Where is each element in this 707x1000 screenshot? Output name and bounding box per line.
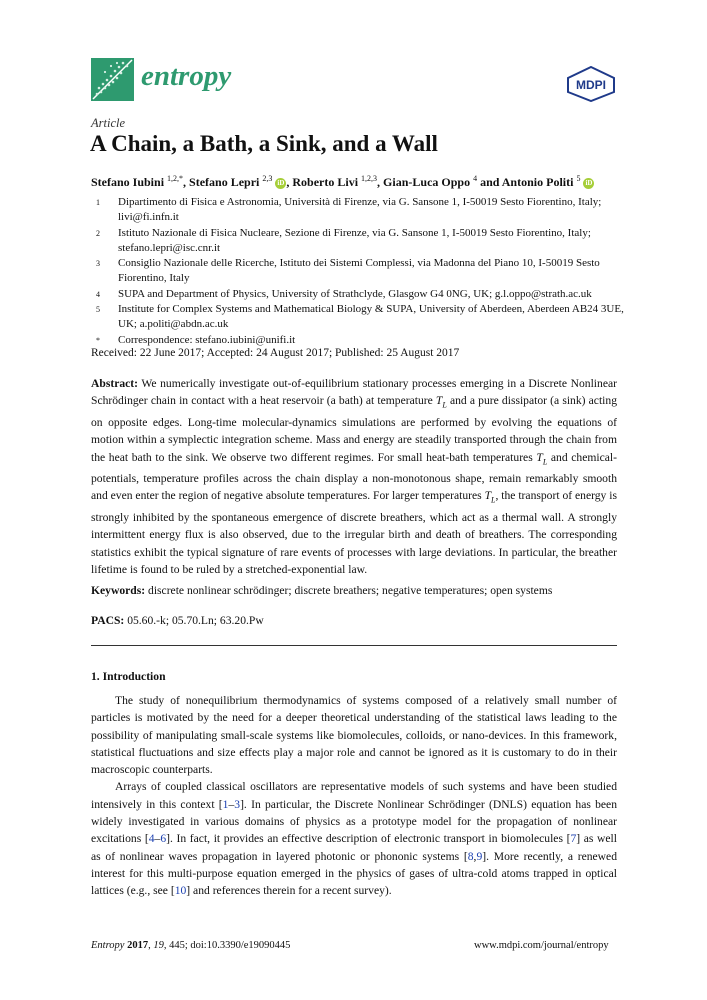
paper-title: A Chain, a Bath, a Sink, and a Wall [90, 131, 438, 156]
divider [91, 645, 617, 646]
author-separator: , [377, 175, 384, 189]
author-affiliation-ref: 4 [473, 174, 478, 183]
pacs [91, 612, 617, 629]
affiliation-number: 5 [96, 305, 100, 315]
affiliation-number: 4 [96, 289, 100, 299]
section-heading: 1. Introduction [91, 670, 166, 683]
affiliation-item [96, 195, 626, 226]
affiliation-text: Institute for Complex Systems and Mathematical Biology & SUPA, University of Aberdeen, Aberdeen AB24 3UE, UK; a.politi@abdn.ac.uk [118, 303, 624, 331]
author-name: Roberto Livi [292, 175, 359, 189]
author-separator: , [183, 175, 190, 189]
affiliation-item [96, 333, 626, 348]
author-list [91, 174, 594, 190]
footer-citation: Entropy 2017, 19, 445; doi:10.3390/e19090445 [91, 940, 291, 951]
reference-link[interactable]: 7 [570, 832, 577, 846]
affiliations [96, 195, 626, 348]
orcid-icon[interactable]: iD [585, 179, 593, 187]
publication-dates: Received: 22 June 2017; Accepted: 24 August 2017; Published: 25 August 2017 [91, 347, 460, 359]
introduction-body [91, 692, 617, 900]
affiliation-number: * [96, 335, 100, 345]
author-separator: and [477, 175, 502, 189]
abstract-text: We numerically investigate out-of-equilibrium stationary processes emerging in a Discrete Nonlinear Schrödinger chain in contact with a heat reservoir (a bath) at temperature $T_L$ and a pure dissipator (a sink) acting on opposite edges. Long-time molecular-dynamics simulations are performed by evolving the equations of motion within a symplectic integration scheme. Mass and energy are steadily transported through the chain from the heat bath to the sink. We observe two different regimes. For small heat-bath temperatures $T_L$ and chemical-potentials, temperature profiles across the chain display a non-monotonous shape, remain remarkably smooth and even enter the region of negative absolute temperatures. For larger temperatures $T_L$, the transport of energy is strongly inhibited by the spontaneous emergence of discrete breathers, which act as a thermal wall. A strongly intermittent energy flux is also observed, due to the irregular birth and death of breathers. The corresponding statistics exhibit the typical signature of rare events of processes with large deviations. In particular, the breather lifetime is found to be ruled by a stretched-exponential law. [91, 377, 617, 576]
pacs-text: 05.60.-k; 05.70.Ln; 63.20.Pw [127, 614, 264, 627]
author-name: Antonio Politi [501, 175, 574, 189]
affiliation-item [96, 256, 626, 287]
affiliation-number: 2 [96, 228, 100, 238]
author-name: Stefano Lepri [189, 175, 260, 189]
abstract-label: Abstract: [91, 377, 139, 390]
mdpi-logo-text: MDPI [576, 78, 606, 92]
affiliation-text: Correspondence: stefano.iubini@unifi.it [118, 333, 296, 346]
affiliation-number: 1 [96, 198, 100, 207]
journal-name: entropy [141, 60, 232, 92]
mdpi-logo [566, 66, 616, 107]
article-type: Article [91, 116, 126, 130]
reference-link[interactable]: 6 [160, 832, 167, 846]
reference-link[interactable]: 8 [467, 849, 474, 863]
paragraph: The study of nonequilibrium thermodynamics of systems composed of a relatively small number of particles is motivated by the need for a deeper theoretical understanding of the statistical laws leading to the possibility of manipulating small-scale systems like biomolecules, colloids, or nano-devices. In this framework, statistical fluctuations and size effects play a major role and cannot be ignored as it is customary to do in their macroscopic counterparts. [91, 694, 617, 777]
journal-logo-mark [91, 58, 134, 101]
author-affiliation-ref: 5 [576, 174, 581, 183]
author-affiliation-ref: 1,2,* [167, 174, 184, 183]
orcid-icon[interactable]: iD [277, 179, 285, 187]
affiliation-text: Consiglio Nazionale delle Ricerche, Istituto dei Sistemi Complessi, via Madonna del Piano 10, I-50019 Sesto Fiorentino, Italy [118, 257, 600, 285]
author-name: Gian-Luca Oppo [383, 175, 471, 189]
keywords-label: Keywords: [91, 584, 146, 597]
affiliation-item [96, 302, 626, 333]
affiliation-text: SUPA and Department of Physics, University of Strathclyde, Glasgow G4 0NG, UK; g.l.oppo@strath.ac.uk [118, 287, 592, 300]
keywords [91, 582, 617, 599]
author-affiliation-ref: 2,3 [262, 174, 273, 183]
pacs-label: PACS: [91, 614, 125, 627]
reference-link[interactable]: 9 [476, 849, 483, 863]
paragraph: Arrays of coupled classical oscillators are representative models of such systems and have been studied intensively in this context [1–3]. In particular, the Discrete Nonlinear Schrödinger (DNLS) equation has been widely investigated in various domains of physics as a prototype model for the propagation of nonlinear excitations [4–6]. In fact, it provides an effective description of electronic transport in biomolecules [7] as well as of nonlinear waves propagation in layered photonic or phononic systems [8,9]. More recently, a renewed interest for this multi-purpose equation emerged in the physics of gases of ultra-cold atoms trapped in optical lattices (e.g., see [10] and references therein for a recent survey). [91, 780, 617, 898]
affiliation-item [96, 287, 626, 302]
affiliation-text: Dipartimento di Fisica e Astronomia, Università di Firenze, via G. Sansone 1, I-50019 Sesto Fiorentino, Italy; livi@fi.infn.it [118, 196, 602, 224]
footer-url[interactable]: www.mdpi.com/journal/entropy [474, 940, 609, 951]
author-separator: , [286, 175, 293, 189]
reference-link[interactable]: 1 [222, 797, 229, 811]
abstract [91, 375, 617, 578]
affiliation-number: 3 [96, 259, 100, 269]
reference-link[interactable]: 10 [174, 884, 187, 898]
affiliation-text: Istituto Nazionale di Fisica Nucleare, Sezione di Firenze, via G. Sansone 1, I-50019 Sesto Fiorentino, Italy; stefano.lepri@isc.cnr.it [118, 226, 591, 254]
keywords-text: discrete nonlinear schrödinger; discrete breathers; negative temperatures; open systems [148, 584, 553, 597]
author-affiliation-ref: 1,2,3 [361, 174, 378, 183]
reference-link[interactable]: 4 [148, 832, 155, 846]
affiliation-item [96, 226, 626, 257]
reference-link[interactable]: 3 [234, 797, 241, 811]
author-name: Stefano Iubini [91, 175, 165, 189]
